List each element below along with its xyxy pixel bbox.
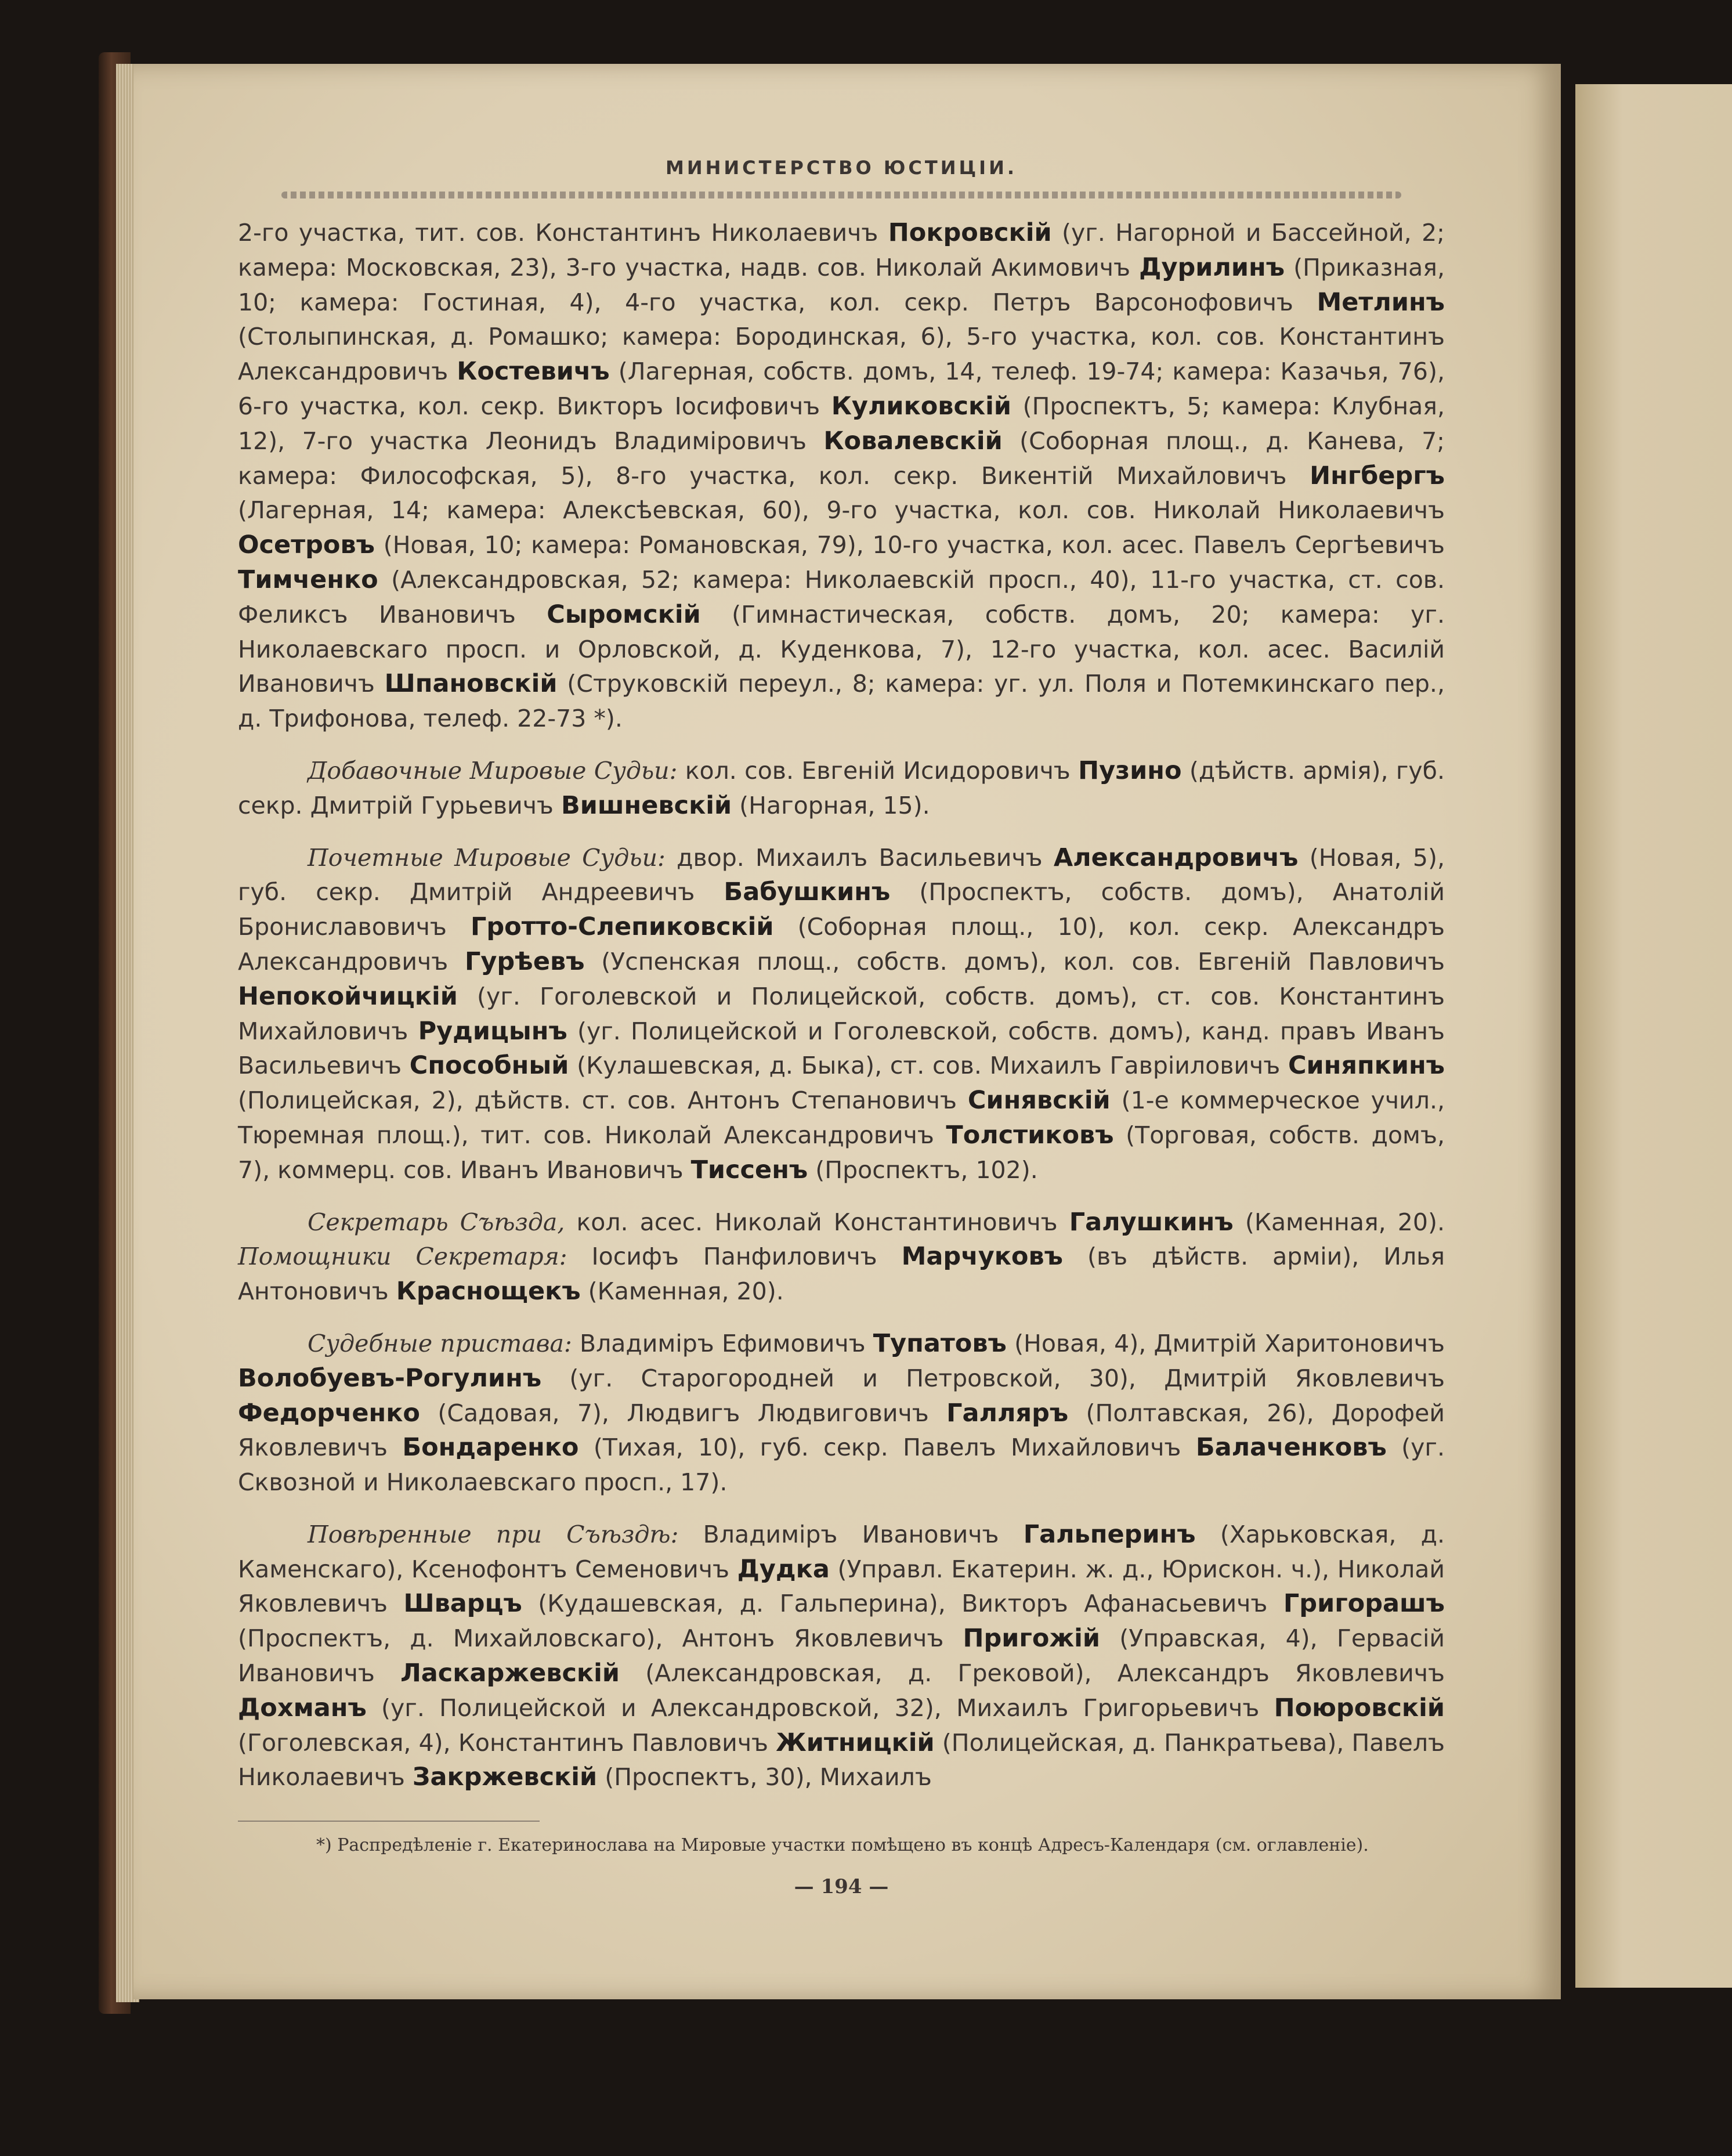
paragraph-text: (Харьковская, д. Каменскаго), Ксенофонтъ Семеновичъ <box>238 1520 1445 1583</box>
running-header: МИНИСТЕРСТВО ЮСТИЦІИ. <box>665 157 1018 179</box>
person-surname: Толстиковъ <box>946 1120 1114 1150</box>
person-surname: Житницкій <box>776 1728 935 1757</box>
paragraph-text: (1-е коммерческое учил., Тюремная площ.), тит. сов. Николай Александровичъ <box>238 1086 1445 1149</box>
paragraph-text: (Проспектъ, собств. домъ), Анатолій Брониславовичъ <box>238 878 1445 941</box>
paragraph-text: (уг. Сквозной и Николаевскаго просп., 17). <box>238 1433 1445 1497</box>
paragraph-text: (Проспектъ, д. Михайловскаго), Антонъ Яковлевичъ <box>238 1624 963 1653</box>
paragraph-text: (Проспектъ, 102). <box>808 1155 1038 1184</box>
person-surname: Метлинъ <box>1317 287 1445 317</box>
person-surname: Шварцъ <box>403 1589 522 1619</box>
next-page-edge <box>1575 84 1732 1988</box>
paragraph-text: (Управская, 4), Гервасій Ивановичъ <box>238 1624 1445 1688</box>
person-surname: Осетровъ <box>238 530 375 560</box>
person-surname: Тупатовъ <box>873 1328 1007 1358</box>
person-surname: Григорашъ <box>1283 1589 1445 1619</box>
paragraph-text: Владиміръ Ивановичъ <box>678 1520 1024 1548</box>
paragraph-text: (Новая, 5), губ. секр. Дмитрій Андреевичъ <box>238 843 1445 907</box>
person-surname: Гальперинъ <box>1023 1519 1196 1549</box>
person-surname: Сыромскій <box>547 600 701 629</box>
person-surname: Гротто-Слепиковскій <box>471 912 774 942</box>
person-surname: Вишневскій <box>561 790 732 820</box>
section-heading: Секретарь Съѣзда, <box>308 1208 565 1236</box>
person-surname: Способный <box>409 1051 569 1081</box>
paragraph-text: (Кулашевская, д. Быка), ст. сов. Михаилъ Гавріиловичъ <box>569 1052 1288 1080</box>
paragraph-text: (Торговая, собств. домъ, 7), коммерц. сов. Иванъ Ивановичъ <box>238 1121 1445 1184</box>
paragraph-text: (Кудашевская, д. Гальперина), Викторъ Афанасьевичъ <box>522 1590 1283 1618</box>
paragraph-text: (уг. Нагорной и Бассейной, 2; камера: Московская, 23), 3-го участка, надв. сов. Николай Акимовичъ <box>238 219 1445 281</box>
person-surname: Шпановскій <box>384 669 558 699</box>
paragraph-text: (Каменная, 20). <box>580 1277 784 1306</box>
person-surname: Синявскій <box>967 1086 1111 1115</box>
section-heading: Помощники Секретаря: <box>238 1243 567 1271</box>
person-surname: Александровичъ <box>1053 843 1299 872</box>
paragraph-text: (Проспектъ, 30), Михаилъ <box>597 1763 932 1792</box>
paragraph-text: (дѣйств. армія), губ. секр. Дмитрій Гурьевичъ <box>238 756 1445 819</box>
page-content <box>238 157 1445 1898</box>
paragraph-text: (Садовая, 7), Людвигъ Людвиговичъ <box>420 1399 947 1427</box>
section-heading: Добавочные Мировые Судьи: <box>308 756 678 785</box>
footnote-rule <box>238 1821 540 1822</box>
person-surname: Поюровскій <box>1274 1693 1445 1722</box>
paragraph <box>238 216 1445 736</box>
paragraph-text: (Александровская, 52; камера: Николаевскій просп., 40), 11-го участка, ст. сов. Феликсъ Ивановичъ <box>238 565 1445 629</box>
person-surname: Дохманъ <box>238 1693 367 1722</box>
paragraph-text: (Управл. Екатерин. ж. д., Юрискон. ч.), Николай Яковлевичъ <box>238 1555 1445 1618</box>
person-surname: Куликовскій <box>831 391 1012 421</box>
person-surname: Краснощекъ <box>396 1277 581 1306</box>
paragraph-text: кол. асес. Николай Константиновичъ <box>565 1208 1069 1236</box>
paragraph-text: (Новая, 10; камера: Романовская, 79), 10-го участка, кол. асес. Павелъ Сергѣевичъ <box>374 531 1445 559</box>
person-surname: Дурилинъ <box>1139 252 1285 282</box>
paragraph <box>238 754 1445 824</box>
person-surname: Бабушкинъ <box>724 877 891 907</box>
header-ornament-rule <box>281 192 1401 198</box>
person-surname: Тиссенъ <box>690 1155 808 1184</box>
person-surname: Бондаренко <box>402 1433 579 1462</box>
paragraph-text: (Полицейская, д. Панкратьева), Павелъ Николаевичъ <box>238 1728 1445 1792</box>
paragraph-text: (Проспектъ, 5; камера: Клубная, 12), 7-го участка Леонидъ Владиміровичъ <box>238 392 1445 455</box>
paragraph-text: (уг. Старогородней и Петровской, 30), Дмитрій Яковлевичъ <box>541 1364 1445 1392</box>
paragraph <box>238 1327 1445 1500</box>
paragraph <box>238 841 1445 1188</box>
paragraph <box>238 1205 1445 1309</box>
paragraph <box>238 1518 1445 1795</box>
person-surname: Марчуковъ <box>901 1242 1063 1272</box>
person-surname: Балаченковъ <box>1195 1433 1387 1462</box>
person-surname: Волобуевъ-Рогулинъ <box>238 1363 542 1393</box>
footnote: *) Распредѣленіе г. Екатеринослава на Мировые участки помѣщено въ концѣ Адресъ-Календаря (см. оглавленіе). <box>316 1835 1369 1856</box>
paragraph-text: (Соборная площ., д. Канева, 7; камера: Философская, 5), 8-го участка, кол. секр. Викентій Михайловичъ <box>238 427 1445 490</box>
paragraph-text: (въ дѣйств. арміи), Илья Антоновичъ <box>238 1243 1445 1306</box>
paragraph-text: (Гоголевская, 4), Константинъ Павловичъ <box>238 1728 776 1757</box>
paragraph-text: (Новая, 4), Дмитрій Харитоновичъ <box>1006 1329 1445 1357</box>
person-surname: Пригожій <box>963 1624 1101 1653</box>
person-surname: Костевичъ <box>457 357 610 387</box>
paragraph-text: 2-го участка, тит. сов. Константинъ Николаевичъ <box>238 219 888 247</box>
paragraph-text: (Полтавская, 26), Дорофей Яковлевичъ <box>238 1399 1445 1462</box>
paragraph-text: (Полицейская, 2), дѣйств. ст. сов. Антонъ Степановичъ <box>238 1086 968 1115</box>
paragraph-text: кол. сов. Евгеній Исидоровичъ <box>677 756 1079 785</box>
page-number: — 194 — <box>794 1875 889 1899</box>
person-surname: Федорченко <box>238 1398 420 1428</box>
paragraph-text: Іосифъ Панфиловичъ <box>567 1243 902 1271</box>
body-text <box>238 216 1445 1795</box>
paragraph-text: (уг. Полицейской и Александровской, 32), Михаилъ Григорьевичъ <box>366 1693 1274 1722</box>
section-heading: Почетные Мировые Судьи: <box>308 843 666 872</box>
paragraph-text: (Нагорная, 15). <box>732 791 930 819</box>
paragraph-text: (Лагерная, собств. домъ, 14, телеф. 19-74; камера: Казачья, 76), 6-го участка, кол. секр. Викторъ Іосифовичъ <box>238 357 1445 420</box>
paragraph-text: Владиміръ Ефимовичъ <box>572 1329 873 1357</box>
person-surname: Дудка <box>737 1554 830 1584</box>
paragraph-text: (уг. Гоголевской и Полицейской, собств. домъ), ст. сов. Константинъ Михайловичъ <box>238 982 1445 1045</box>
paragraph-text: (Приказная, 10; камера: Гостиная, 4), 4-го участка, кол. секр. Петръ Варсонофовичъ <box>238 253 1445 316</box>
paragraph-text: (Тихая, 10), губ. секр. Павелъ Михайловичъ <box>578 1433 1196 1462</box>
section-heading: Повѣренные при Съѣздѣ: <box>308 1520 679 1548</box>
person-surname: Ласкаржевскій <box>400 1659 620 1688</box>
person-surname: Закржевскій <box>412 1763 598 1792</box>
person-surname: Покровскій <box>888 218 1052 247</box>
paragraph-text: (Лагерная, 14; камера: Алексѣевская, 60), 9-го участка, кол. сов. Николай Николаевичъ <box>238 496 1445 525</box>
paragraph-text: (Александровская, д. Грековой), Александръ Яковлевичъ <box>620 1659 1445 1688</box>
paragraph-text: двор. Михаилъ Васильевичъ <box>665 843 1054 872</box>
paragraph-text: (уг. Полицейской и Гоголевской, собств. домъ), канд. правъ Иванъ Васильевичъ <box>238 1017 1445 1080</box>
person-surname: Пузино <box>1078 756 1182 785</box>
section-heading: Судебные пристава: <box>308 1329 572 1357</box>
person-surname: Рудицынъ <box>418 1016 567 1046</box>
person-surname: Синяпкинъ <box>1288 1051 1445 1081</box>
paragraph-text: (Столыпинская, д. Ромашко; камера: Бородинская, 6), 5-го участка, кол. сов. Константинъ Александровичъ <box>238 323 1445 386</box>
paragraph-text: (Соборная площ., 10), кол. секр. Александръ Александровичъ <box>238 913 1445 976</box>
paragraph-text: (Успенская площ., собств. домъ), кол. сов. Евгеній Павловичъ <box>584 947 1445 976</box>
person-surname: Галушкинъ <box>1069 1207 1234 1237</box>
person-surname: Тимченко <box>238 565 378 594</box>
paragraph-text: (Струковскій переул., 8; камера: уг. ул. Поля и Потемкинскаго пер., д. Трифонова, телеф. 22-73 *). <box>238 670 1445 733</box>
person-surname: Непокойчицкій <box>238 981 458 1011</box>
person-surname: Галляръ <box>946 1398 1069 1428</box>
person-surname: Ковалевскій <box>823 426 1003 456</box>
person-surname: Гурѣевъ <box>464 947 585 976</box>
paragraph-text: (Гимнастическая, собств. домъ, 20; камера: уг. Николаевскаго просп. и Орловской, д. Куденкова, 7), 12-го участка, кол. асес. Василій Ивановичъ <box>238 600 1445 698</box>
person-surname: Ингбергъ <box>1310 461 1445 490</box>
paragraph-text: (Каменная, 20). <box>1233 1208 1445 1236</box>
